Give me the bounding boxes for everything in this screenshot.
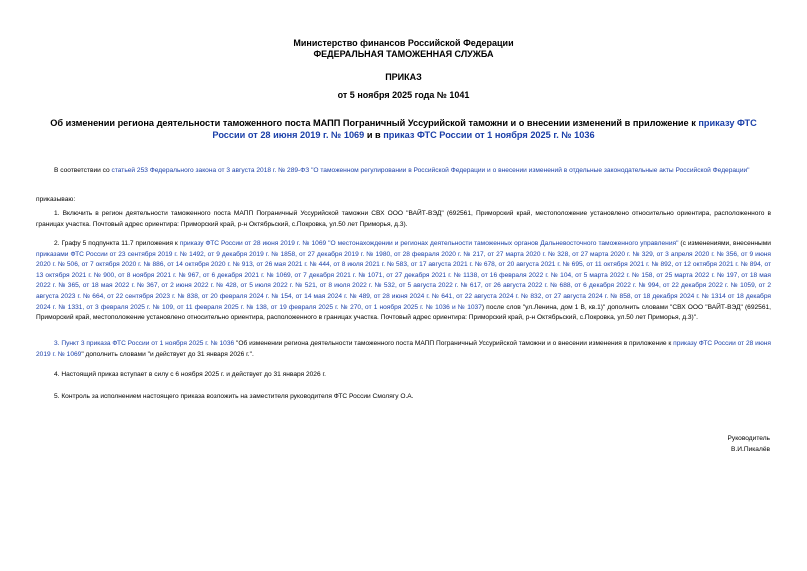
item-1: 1. Включить в регион деятельности таможенного поста МАПП Пограничный Уссурийской таможни СВХ ООО "ВАЙТ-ВЭД" (692561, Приморский край, местоположение установлено относительно ориентира, расположенного в границах участка. Почтовый адрес ориентира: Приморский край, р-н Октябрьский, с.Покровка, ул.50 лет Приморья, д.3). bbox=[36, 210, 771, 228]
title-text-and: и в bbox=[364, 130, 384, 140]
service-name: ФЕДЕРАЛЬНАЯ ТАМОЖЕННАЯ СЛУЖБА bbox=[313, 49, 494, 59]
signature-role: Руководитель bbox=[727, 435, 770, 442]
ministry-name: Министерство финансов Российской Федерации bbox=[293, 38, 514, 48]
doc-date-number: от 5 ноября 2025 года № 1041 bbox=[337, 90, 470, 100]
item-2-link-order-1069[interactable]: приказу ФТС России от 28 июня 2019 г. № 1069 "О местонахождении и регионах деятельности таможенных органов Дальневосточного таможенного управления" bbox=[179, 240, 679, 247]
preamble bbox=[36, 166, 771, 177]
item-5: 5. Контроль за исполнением настоящего приказа возложить на заместителя руководителя ФТС России Смолягу О.А. bbox=[54, 393, 414, 400]
item-3-link-order-1069[interactable]: приказу ФТС России от 28 июня 2019 г. № 1069 bbox=[36, 340, 771, 358]
item-3-text: "Об изменении региона деятельности таможенного поста МАПП Пограничный Уссурийской таможни и о внесении изменения в приложение к bbox=[234, 340, 674, 347]
order-word: приказываю: bbox=[36, 196, 76, 203]
item-2 bbox=[36, 239, 771, 324]
item-2-text-tail: ) после слов "ул.Ленина, дом 1 В, кв.1)" дополнить словами "СВХ ООО "ВАЙТ-ВЭД" (692561, Приморский край, местоположение установлено относительно ориентира, расположенного в границах участка. Почтовый адрес ориентира: Приморский край, р-н Октябрьский, с.Покровка, ул.50 лет Приморья, д.3)". bbox=[36, 303, 771, 322]
title-text: Об изменении региона деятельности таможенного поста МАПП Пограничный Уссурийской таможни и о внесении изменений в приложение к bbox=[50, 118, 699, 128]
preamble-text: В соответствии со bbox=[54, 167, 112, 174]
title-link-order-1036[interactable]: приказ ФТС России от 1 ноября 2025 г. № 1036 bbox=[383, 130, 595, 140]
item-2-text-amend: (с изменениями, внесенными bbox=[678, 240, 771, 247]
item-2-link-amending-orders[interactable]: приказами ФТС России от 23 сентября 2019 г. № 1492, от 9 декабря 2019 г. № 1858, от 27 декабря 2019 г. № 1980, от 28 февраля 2020 г. № 217, от 27 марта 2020 г. № 328, от 27 марта 2020 г. № 329, от 3 апреля 2020 г. № 356, от 9 июня 2020 г. № 506, от 7 октября 2020 г. № 886, от 14 октября 2020 г. № 913, от 26 мая 2021 г. № 444, от 8 июля 2021 г. № 583, от 17 августа 2021 г. № 678, от 20 августа 2021 г. № 695, от 11 октября 2021 г. № 892, от 12 октября 2021 г. № 894, от 13 октября 2021 г. № 900, от 8 ноября 2021 г. № 967, от 6 декабря 2021 г. № 1069, от 7 декабря 2021 г. № 1071, от 27 декабря 2021 г. № 1138, от 16 февраля 2022 г. № 104, от 5 марта 2022 г. № 158, от 25 марта 2022 г. № 197, от 18 мая 2022 г. № 365, от 18 мая 2022 г. № 367, от 2 июня 2022 г. № 428, от 5 июля 2022 г. № 521, от 8 июля 2022 г. № 532, от 5 августа 2022 г. № 617, от 26 августа 2022 г. № 688, от 6 декабря 2022 г. № 994, от 22 декабря 2022 г. № 1059, от 2 августа 2023 г. № 664, от 22 сентября 2023 г. № 838, от 20 февраля 2024 г. № 154, от 14 мая 2024 г. № 489, от 28 июня 2024 г. № 641, от 22 августа 2024 г. № 832, от 27 августа 2024 г. № 858, от 18 декабря 2024 г. № 1314 от 18 декабря 2024 г. № 1331, от 3 февраля 2025 г. № 109, от 11 февраля 2025 г. № 138, от 19 февраля 2025 г. № 270, от 1 ноября 2025 г. № 1036 и № 1037 bbox=[36, 250, 771, 311]
item-3 bbox=[36, 339, 771, 360]
preamble-link-law-289[interactable]: статьей 253 Федерального закона от 3 августа 2018 г. № 289-ФЗ "О таможенном регулировании в Российской Федерации и о внесении изменений в отдельные законодательные акты Российской Федерации" bbox=[111, 167, 750, 174]
item-2-text: 2. Графу 5 подпункта 11.7 приложения к bbox=[54, 240, 180, 247]
item-4: 4. Настоящий приказ вступает в силу с 6 ноября 2025 г. и действует до 31 января 2026 г. bbox=[54, 371, 326, 378]
doc-type: ПРИКАЗ bbox=[385, 72, 422, 82]
doc-title bbox=[36, 117, 771, 141]
signature-name: В.И.Пикалёв bbox=[731, 446, 770, 453]
title-link-order-1069[interactable]: приказу ФТС России от 28 июня 2019 г. № 1069 bbox=[212, 118, 757, 140]
item-3-text-tail: " дополнить словами "и действует до 31 января 2026 г.". bbox=[81, 350, 254, 358]
item-3-link-order-1036[interactable]: 3. Пункт 3 приказа ФТС России от 1 ноября 2025 г. № 1036 bbox=[54, 340, 235, 347]
